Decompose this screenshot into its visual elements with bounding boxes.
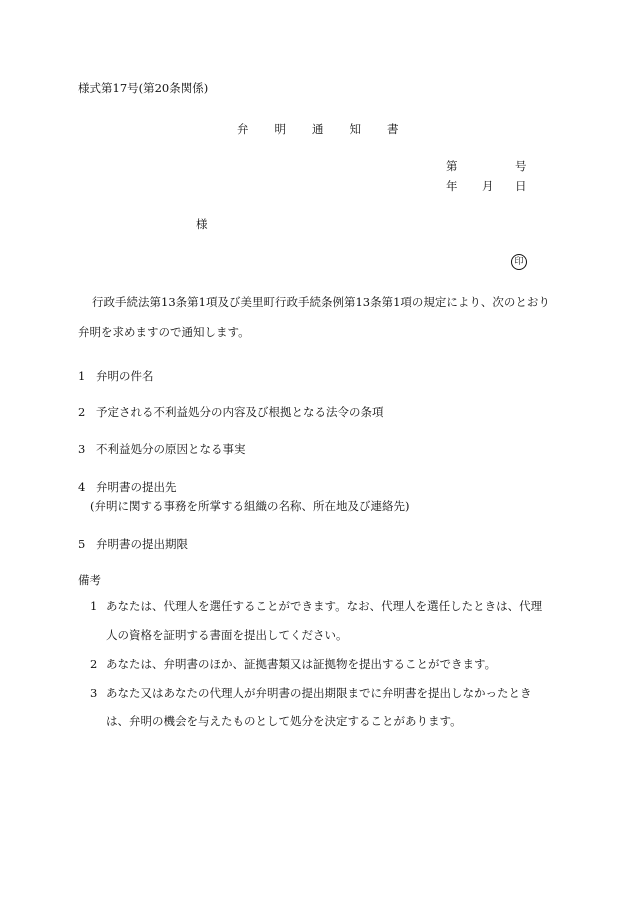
title-char: 書: [387, 122, 399, 136]
title-char: 通: [312, 122, 324, 136]
item-text: 不利益処分の原因となる事実: [96, 442, 246, 456]
note-text-line: あなた又はあなたの代理人が弁明書の提出期限までに弁明書を提出しなかったとき: [106, 686, 532, 700]
item-text: 弁明の件名: [96, 369, 154, 383]
item-text: 予定される不利益処分の内容及び根拠となる法令の条項: [96, 405, 384, 419]
title-char: 知: [349, 122, 361, 136]
item-number: 2: [78, 405, 86, 419]
note-text-line: あなたは、代理人を選任することができます。なお、代理人を選任したときは、代理: [106, 599, 543, 613]
form-number: 様式第17号(第20条関係): [78, 81, 209, 95]
item-subtext: (弁明に関する事務を所掌する組織の名称、所在地及び連絡先): [90, 499, 410, 513]
note-text-line: あなたは、弁明書のほか、証拠書類又は証拠物を提出することができます。: [106, 657, 497, 671]
date-year: 年: [446, 179, 458, 193]
seal-mark: 印: [511, 254, 527, 270]
title-char: 弁: [237, 122, 249, 136]
item-text: 弁明書の提出期限: [96, 537, 188, 551]
item-number: 4: [78, 480, 86, 494]
note-text-line: 人の資格を証明する書面を提出してください。: [106, 628, 348, 642]
doc-number-suffix: 号: [515, 159, 527, 173]
item-number: 1: [78, 369, 86, 383]
body-text-line: 行政手続法第13条第1項及び美里町行政手続条例第13条第1項の規定により、次のとおり: [92, 295, 550, 309]
doc-number-prefix: 第: [446, 159, 458, 173]
document-title: [237, 124, 425, 136]
date-month: 月: [482, 179, 494, 193]
note-number: 1: [90, 599, 98, 613]
note-text-line: は、弁明の機会を与えたものとして処分を決定することがあります。: [106, 714, 462, 728]
item-number: 5: [78, 537, 86, 551]
note-number: 2: [90, 657, 98, 671]
date-day: 日: [515, 179, 527, 193]
item-number: 3: [78, 442, 86, 456]
addressee-suffix: 様: [196, 217, 208, 231]
remarks-title: 備考: [78, 573, 101, 587]
item-text: 弁明書の提出先: [96, 480, 177, 494]
note-number: 3: [90, 686, 98, 700]
title-char: 明: [274, 122, 286, 136]
body-text-line: 弁明を求めますので通知します。: [78, 325, 250, 339]
